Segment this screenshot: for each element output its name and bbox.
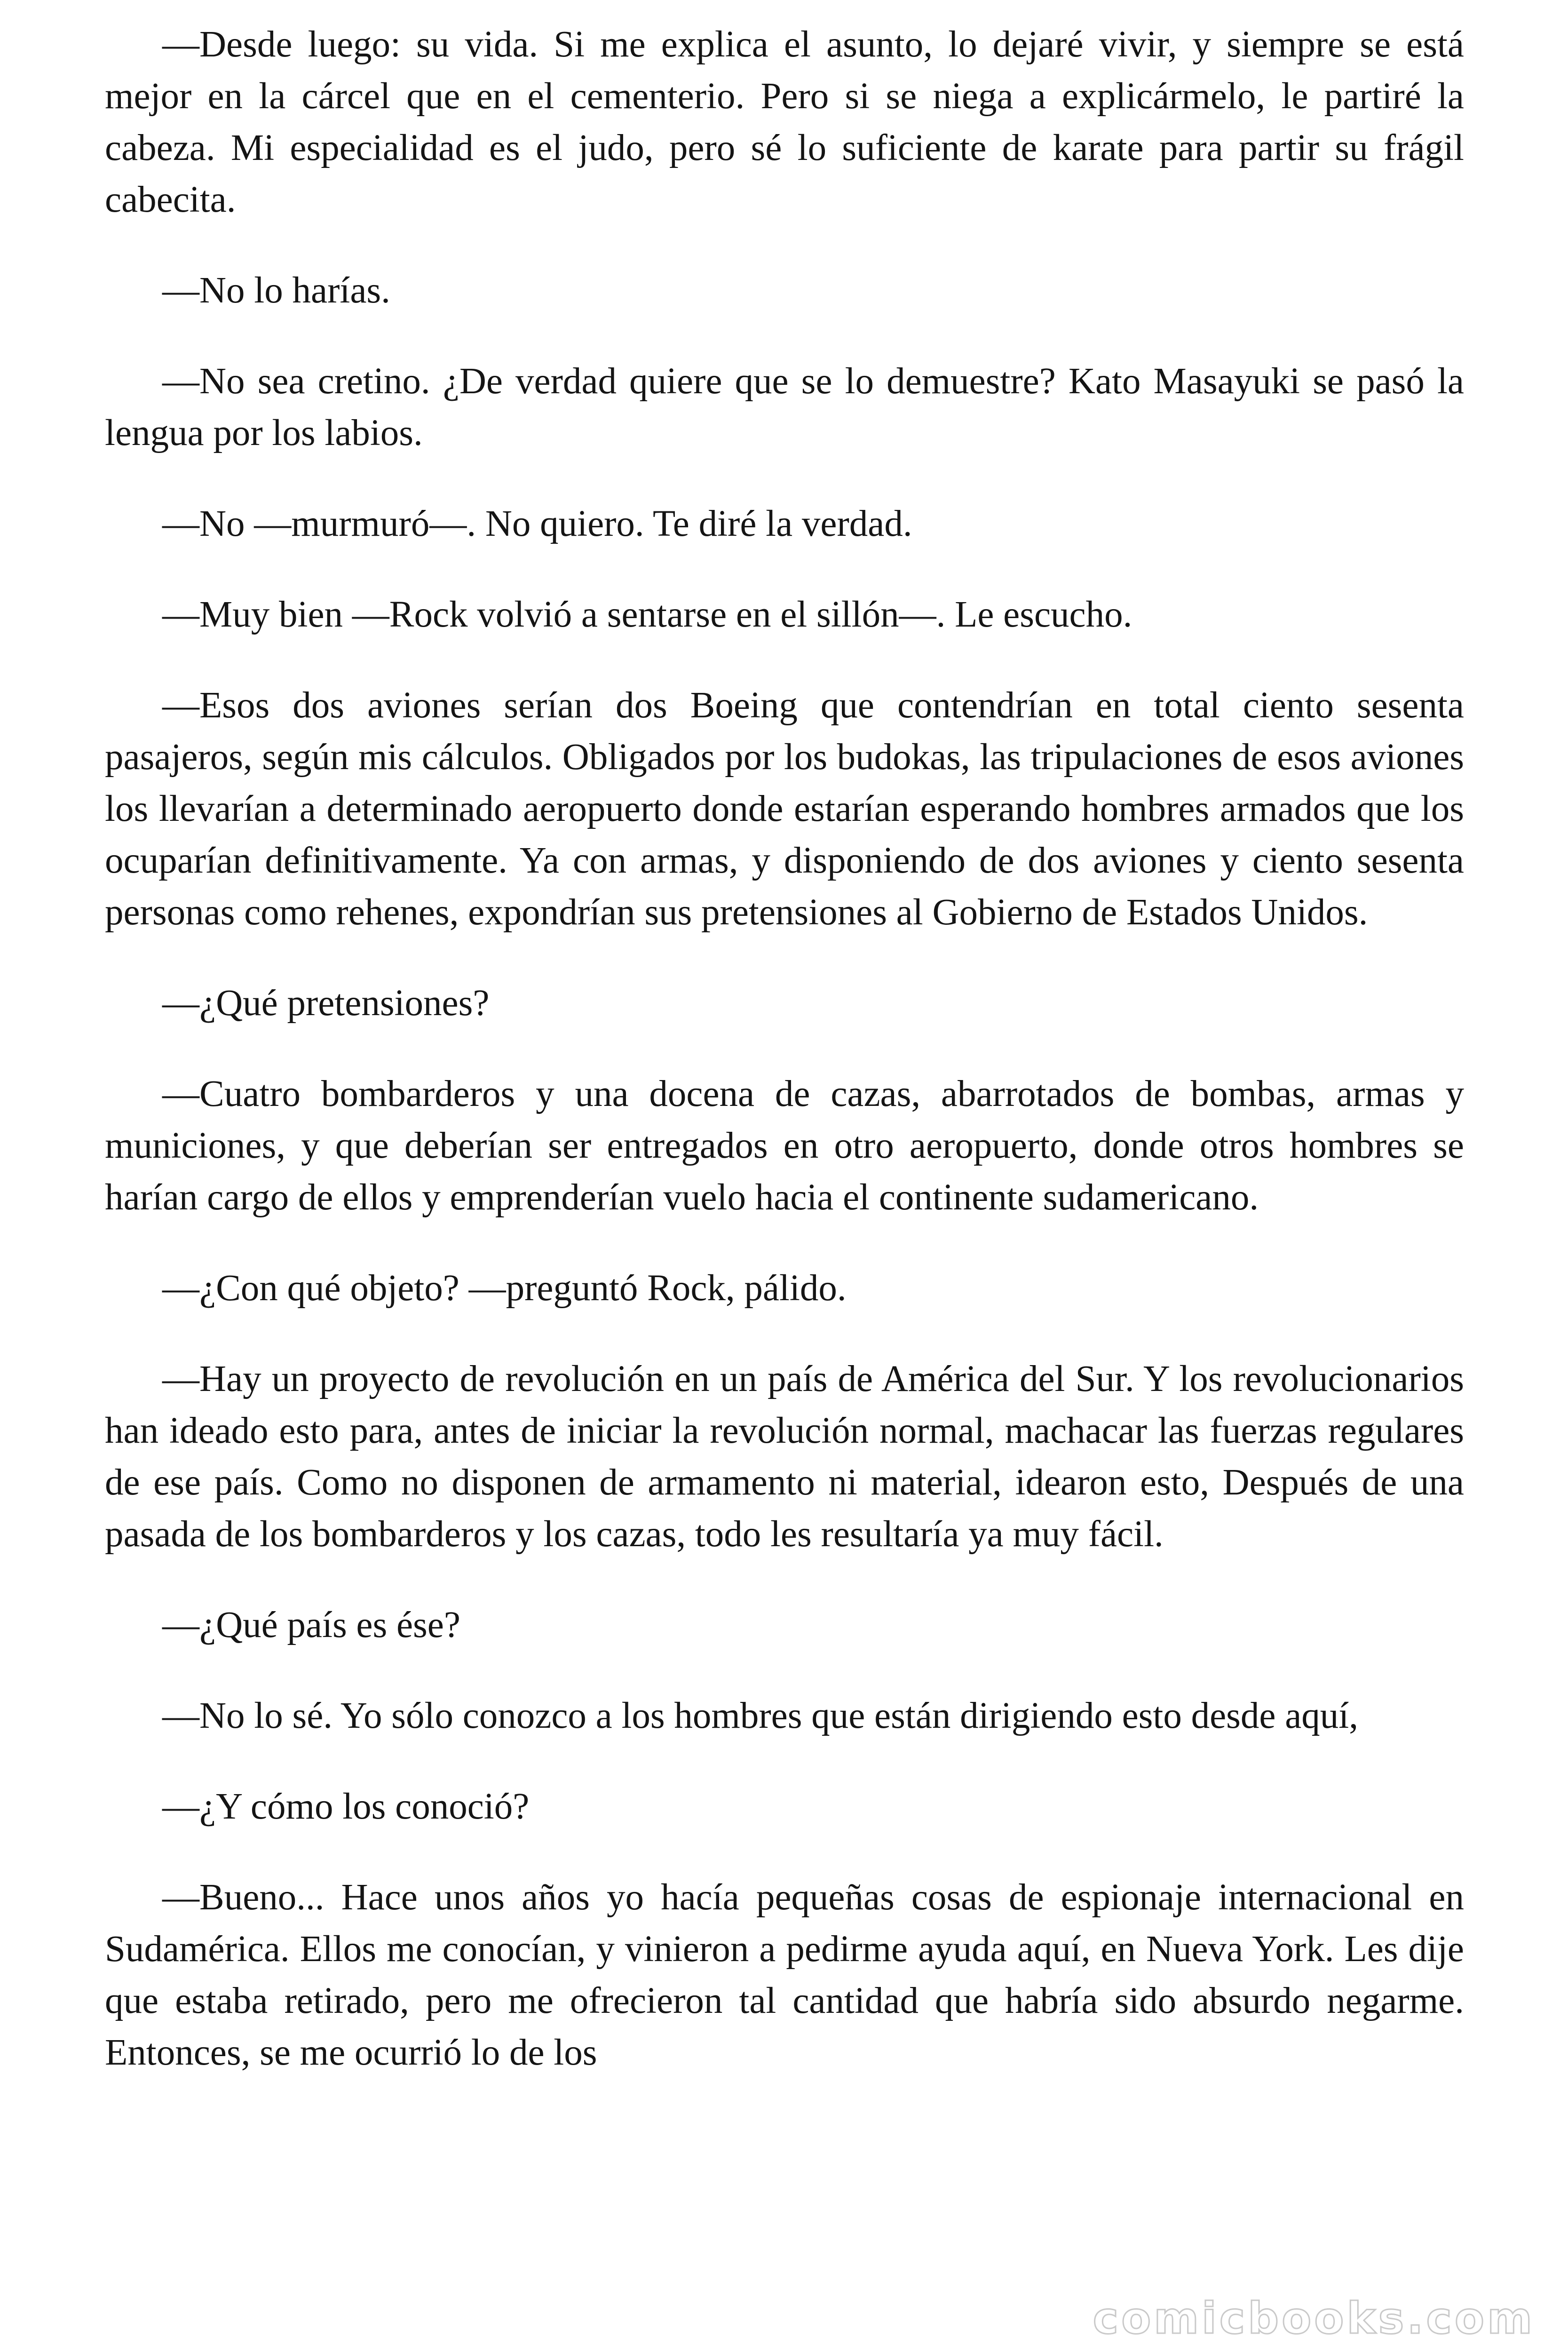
page-body [105, 19, 1464, 2118]
paragraph: —Muy bien —Rock volvió a sentarse en el sillón—. Le escucho. [162, 594, 1132, 635]
paragraph: —No lo sé. Yo sólo conozco a los hombres que están dirigiendo esto desde aquí, [162, 1695, 1358, 1736]
paragraph: —Cuatro bombarderos y una docena de cazas, abarrotados de bombas, armas y municiones, y que deberían ser entregados en otro aeropuerto, donde otros hombres se harían cargo de ellos y emprenderían vuelo hacia el continente sudamericano. [105, 1073, 1464, 1218]
paragraph: —No lo harías. [162, 270, 390, 311]
paragraph: —Hay un proyecto de revolución en un país de América del Sur. Y los revolucionarios han ideado esto para, antes de iniciar la revolución normal, machacar las fuerzas regulares de ese país. Como no disponen de armamento ni material, idearon esto, Después de una pasada de los bombarderos y los cazas, todo les resultaría ya muy fácil. [105, 1359, 1464, 1555]
paragraph: —Esos dos aviones serían dos Boeing que contendrían en total ciento sesenta pasajeros, según mis cálculos. Obligados por los budokas, las tripulaciones de esos aviones los llevarían a determinado aeropuerto donde estarían esperando hombres armados que los ocuparían definitivamente. Ya con armas, y disponiendo de dos aviones y ciento sesenta personas como rehenes, expondrían sus pretensiones al Gobierno de Estados Unidos. [105, 685, 1464, 933]
paragraph: —¿Con qué objeto? —preguntó Rock, pálido. [162, 1268, 847, 1309]
paragraph: —No —murmuró—. No quiero. Te diré la verdad. [162, 503, 912, 544]
paragraph: —Desde luego: su vida. Si me explica el asunto, lo dejaré vivir, y siempre se está mejor en la cárcel que en el cementerio. Pero si se niega a explicármelo, le partiré la cabeza. Mi especialidad es el judo, pero sé lo suficiente de karate para partir su frágil cabecita. [105, 24, 1464, 220]
paragraph: —No sea cretino. ¿De verdad quiere que se lo demuestre? Kato Masayuki se pasó la lengua por los labios. [105, 361, 1464, 453]
paragraph: —¿Qué pretensiones? [162, 983, 490, 1024]
paragraph: —¿Y cómo los conoció? [162, 1786, 530, 1827]
paragraph: —¿Qué país es ése? [162, 1605, 460, 1645]
watermark: comicbooks.com [1093, 2293, 1535, 2344]
paragraph: —Bueno... Hace unos años yo hacía pequeñas cosas de espionaje internacional en Sudamérica. Ellos me conocían, y vinieron a pedirme ayuda aquí, en Nueva York. Les dije que estaba retirado, pero me ofrecieron tal cantidad que habría sido absurdo negarme. Entonces, se me ocurrió lo de los [105, 1877, 1464, 2073]
